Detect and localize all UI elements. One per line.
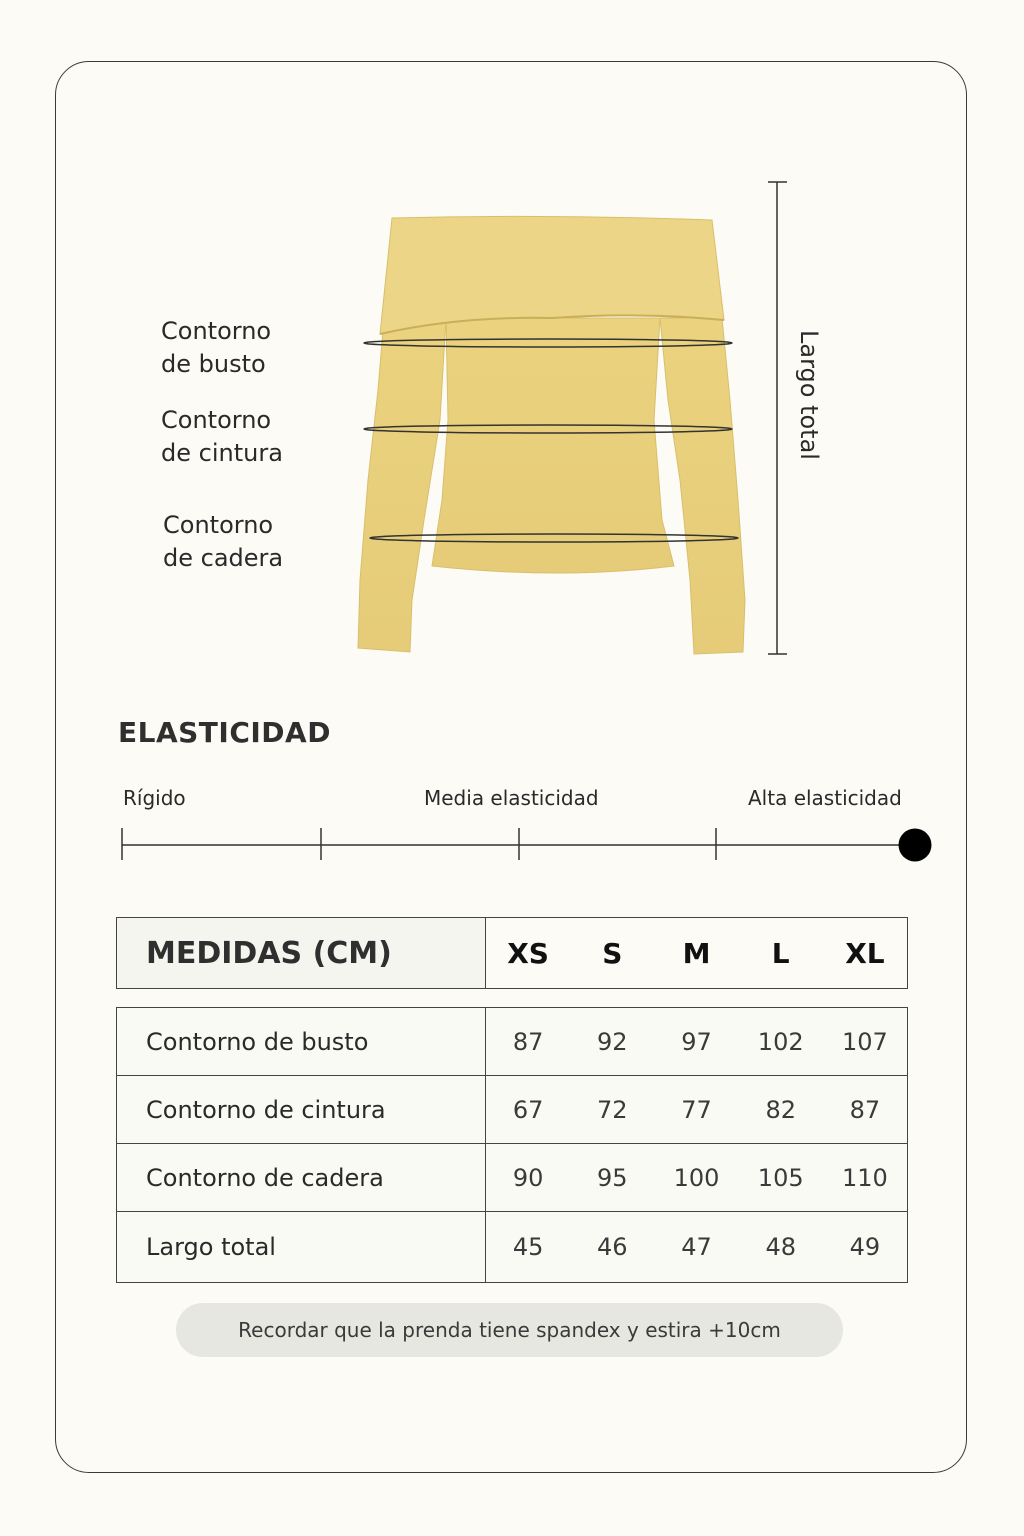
table-cell: 72 (597, 1095, 628, 1124)
size-s: S (602, 936, 623, 970)
length-measure (768, 182, 787, 654)
table-cell: 45 (512, 1233, 544, 1261)
table-cell: 48 (765, 1233, 796, 1261)
length-label: Largo total (795, 330, 823, 460)
size-xl: XL (845, 936, 885, 970)
table-cell: 97 (681, 1027, 712, 1056)
table-cell: 107 (842, 1027, 888, 1056)
table-cell: 92 (597, 1027, 628, 1056)
table-cell: 95 (597, 1163, 628, 1192)
spandex-note: Recordar que la prenda tiene spandex y estira +10cm (176, 1303, 843, 1357)
waist-label: Contorno de cintura (161, 406, 283, 467)
size-m: M (682, 936, 711, 970)
row-label: Contorno de cintura (117, 1076, 486, 1143)
table-cell: 102 (757, 1027, 804, 1056)
elasticity-scale (110, 822, 940, 870)
elasticity-label-medium: Media elasticidad (424, 786, 599, 810)
elasticity-label-high: Alta elasticidad (748, 786, 902, 810)
table-cell: 47 (681, 1233, 712, 1261)
row-label: Contorno de busto (117, 1008, 486, 1075)
table-cell: 100 (673, 1163, 720, 1192)
table-cell: 67 (512, 1095, 544, 1124)
hip-label: Contorno de cadera (163, 511, 284, 572)
table-row (117, 1143, 907, 1211)
table-cell: 87 (512, 1027, 544, 1056)
elasticity-marker (899, 829, 932, 862)
table-row (117, 1008, 907, 1075)
elasticity-label-rigid: Rígido (123, 786, 186, 810)
table-row (117, 1075, 907, 1143)
table-cell: 77 (681, 1095, 712, 1124)
table-cell: 90 (512, 1163, 544, 1192)
table-cell: 46 (597, 1233, 628, 1261)
measures-header: MEDIDAS (CM) (117, 918, 486, 988)
size-table-body (116, 1007, 908, 1283)
table-cell: 87 (849, 1095, 881, 1124)
bust-label: Contorno de busto (161, 317, 272, 378)
size-l: L (771, 936, 790, 970)
size-xs: XS (507, 936, 549, 970)
table-cell: 49 (849, 1233, 881, 1261)
row-label: Contorno de cadera (117, 1144, 486, 1211)
table-cell: 110 (842, 1163, 888, 1192)
size-table-header (116, 917, 908, 989)
table-row (117, 1211, 907, 1282)
row-label: Largo total (117, 1212, 486, 1282)
elasticity-title: ELASTICIDAD (118, 716, 331, 749)
sweater-illustration (358, 216, 745, 654)
garment-diagram (0, 0, 1024, 700)
table-cell: 105 (757, 1163, 804, 1192)
table-cell: 82 (765, 1095, 796, 1124)
